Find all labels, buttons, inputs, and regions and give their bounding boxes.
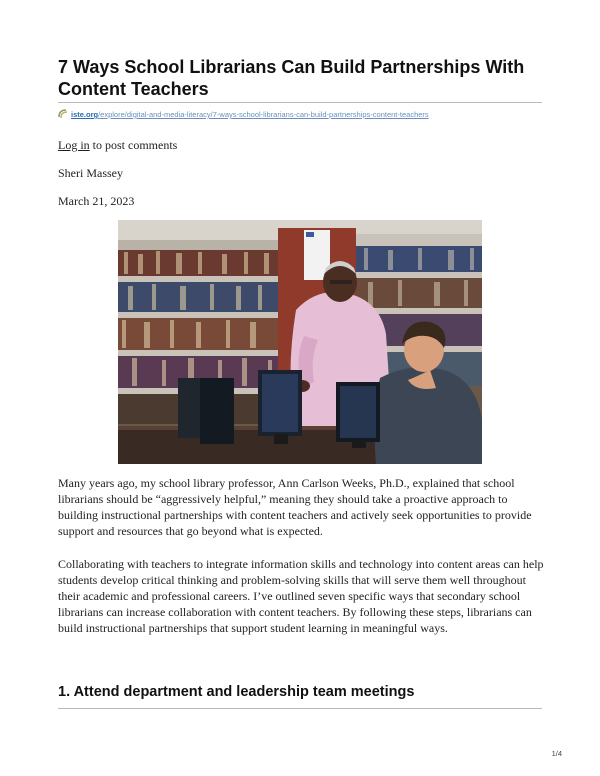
login-line	[58, 138, 177, 153]
section-heading: 1. Attend department and leadership team meetings	[58, 684, 415, 700]
login-suffix: to post comments	[89, 138, 178, 152]
login-link[interactable]: Log in	[58, 138, 90, 152]
paragraph-2: Collaborating with teachers to integrate information skills and technology into content areas can help students develop critical thinking and problem-solving skills that will serve them well throughout their academic and professional careers. I’ve outlined seven specific ways that secondary school librarians can increase collaboration with content teachers. By following these steps, librarians can build instructional partnerships that support student learning in meaningful ways.	[58, 557, 544, 635]
section-rule	[58, 708, 542, 709]
page-number: 1/4	[551, 749, 562, 758]
paragraph-1: Many years ago, my school library professor, Ann Carlson Weeks, Ph.D., explained that school librarians should be “aggressively helpful,” meaning they should take a proactive approach to building instructional partnerships with content teachers and actively seek opportunities to provide support and resources that go beyond what is expected.	[58, 476, 532, 538]
link-icon	[58, 109, 68, 119]
source-domain[interactable]: iste.org	[71, 110, 99, 119]
author: Sheri Massey	[58, 166, 123, 180]
article-title: 7 Ways School Librarians Can Build Partnerships With Content Teachers	[58, 57, 525, 99]
title-rule	[58, 102, 542, 103]
source-url[interactable]	[58, 109, 548, 119]
publish-date: March 21, 2023	[58, 194, 135, 208]
source-path[interactable]: /explore/digital-and-media-literacy/7-ways-school-librarians-can-build-partnerships-content-teachers	[98, 110, 429, 119]
article-photo	[118, 220, 482, 464]
